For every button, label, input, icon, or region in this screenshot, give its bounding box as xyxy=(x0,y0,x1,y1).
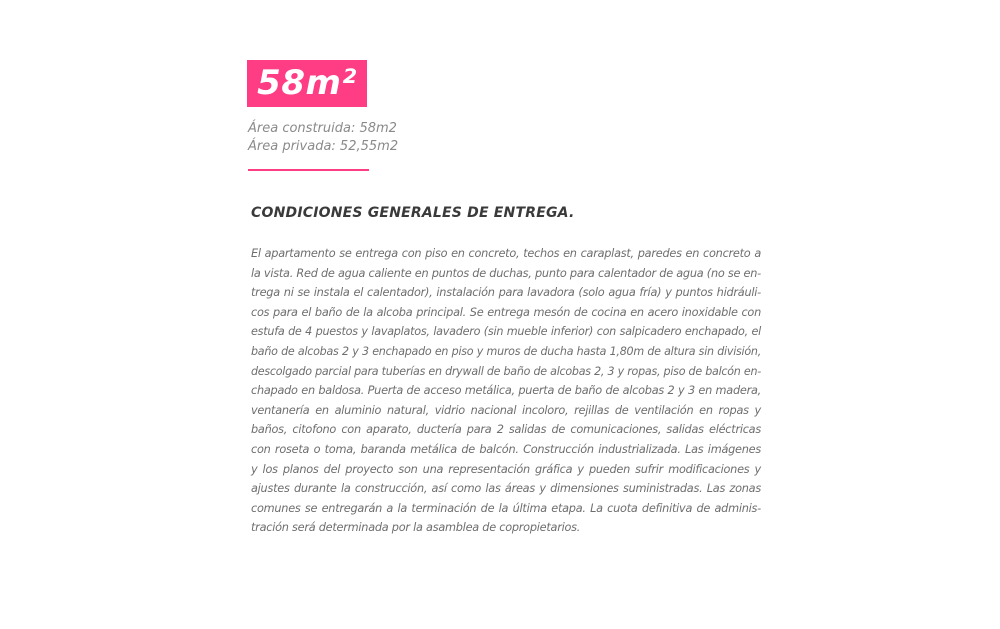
paragraph-line: chapado en baldosa. Puerta de acceso metálica, puerta de baño de alcobas 2 y 3 en madera, xyxy=(251,384,761,398)
paragraph-line: con roseta o toma, baranda metálica de balcón. Construcción industrializada. Las imágenes xyxy=(251,442,761,456)
paragraph-line: estufa de 4 puestos y lavaplatos, lavadero (sin mueble inferior) con salpicadero enchapado, el xyxy=(251,325,761,339)
private-area-text: Área privada: 52,55m2 xyxy=(248,139,399,154)
paragraph-line: descolgado parcial para tuberías en drywall de baño de alcobas 2, 3 y ropas, piso de balcón en- xyxy=(251,364,761,378)
paragraph-line: ventanería en aluminio natural, vidrio nacional incoloro, rejillas de ventilación en ropas y xyxy=(251,403,761,417)
paragraph-line: baños, citofono con aparato, ductería para 2 salidas de comunicaciones, salidas eléctricas xyxy=(251,423,761,437)
paragraph-line: El apartamento se entrega con piso en concreto, techos en caraplast, paredes en concreto a xyxy=(251,247,761,260)
delivery-conditions-paragraph xyxy=(251,244,761,538)
section-heading: CONDICIONES GENERALES DE ENTREGA. xyxy=(251,205,575,221)
paragraph-line: comunes se entregarán a la terminación de la última etapa. La cuota definitiva de adminis- xyxy=(251,501,761,515)
area-badge: 58m² xyxy=(247,60,367,107)
paragraph-line: baño de alcobas 2 y 3 enchapado en piso y muros de ducha hasta 1,80m de altura sin división, xyxy=(251,344,761,358)
constructed-area-text: Área construida: 58m2 xyxy=(248,121,397,136)
area-details xyxy=(248,120,398,156)
paragraph-line: cos para el baño de la alcoba principal. Se entrega mesón de cocina en acero inoxidable con xyxy=(251,305,761,319)
paragraph-line: ajustes durante la construcción, así como las áreas y dimensiones suministradas. Las zonas xyxy=(251,482,761,496)
paragraph-line: tración será determinada por la asamblea de copropietarios. xyxy=(251,521,581,535)
paragraph-line: trega ni se instala el calentador), instalación para lavadora (solo agua fría) y puntos hidráuli- xyxy=(251,286,761,300)
accent-divider xyxy=(248,169,369,171)
paragraph-line: la vista. Red de agua caliente en puntos de duchas, punto para calentador de agua (no se en- xyxy=(251,266,761,280)
paragraph-line: y los planos del proyecto son una representación gráfica y pueden sufrir modificaciones y xyxy=(251,462,761,476)
